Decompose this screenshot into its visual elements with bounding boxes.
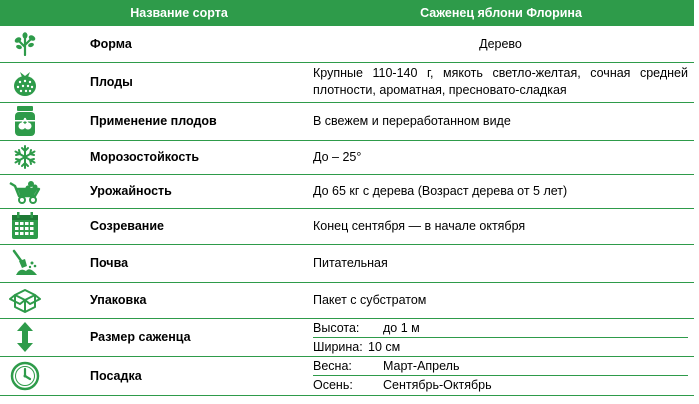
table-row (0, 62, 694, 102)
table-row (0, 140, 694, 174)
wheelbarrow-icon (9, 178, 41, 204)
table-row (0, 102, 694, 140)
clock-icon (10, 361, 40, 391)
tree-icon (11, 32, 39, 56)
header-value-column: Саженец яблони Флорина (308, 0, 694, 26)
icon-cell (0, 208, 50, 244)
calendar-icon (10, 212, 40, 240)
berry-icon (11, 67, 39, 97)
row-value-group (308, 356, 694, 395)
sub-key: Высота: (313, 320, 360, 335)
sub-row (313, 319, 688, 338)
jar-icon (12, 105, 38, 137)
sub-key: Весна: (313, 359, 352, 373)
table-header (0, 0, 694, 26)
snowflake-icon (12, 144, 38, 170)
row-value: До 65 кг с дерева (Возраст дерева от 5 лет) (308, 174, 694, 208)
row-label: Плоды (50, 62, 308, 102)
row-value: Пакет с субстратом (308, 282, 694, 318)
table-row (0, 318, 694, 356)
row-label: Почва (50, 244, 308, 282)
row-value: Дерево (308, 26, 694, 62)
row-label: Форма (50, 26, 308, 62)
row-label: Урожайность (50, 174, 308, 208)
row-label: Морозостойкость (50, 140, 308, 174)
row-value: В свежем и переработанном виде (308, 102, 694, 140)
table-row (0, 282, 694, 318)
icon-cell (0, 174, 50, 208)
sub-row (313, 338, 688, 356)
row-label: Применение плодов (50, 102, 308, 140)
icon-cell (0, 282, 50, 318)
sub-value: Март-Апрель (383, 359, 460, 373)
row-label: Посадка (50, 356, 308, 395)
table-row (0, 208, 694, 244)
row-label: Размер саженца (50, 318, 308, 356)
shovel-icon (10, 249, 40, 277)
row-value: До – 25° (308, 140, 694, 174)
sub-value: до 1 м (383, 320, 420, 335)
sub-key: Ширина: (313, 339, 363, 354)
table-row (0, 244, 694, 282)
icon-cell (0, 102, 50, 140)
sub-key: Осень: (313, 378, 353, 392)
table-row (0, 356, 694, 395)
row-value: Питательная (308, 244, 694, 282)
icon-cell (0, 140, 50, 174)
table-row (0, 26, 694, 62)
sub-row (313, 376, 688, 394)
icon-cell (0, 26, 50, 62)
table-row (0, 174, 694, 208)
icon-cell (0, 244, 50, 282)
row-value: Крупные 110-140 г, мякоть светло-желтая, сочная средней плотности, ароматная, пресновато-сладкая (308, 62, 694, 102)
row-label: Упаковка (50, 282, 308, 318)
icon-cell (0, 318, 50, 356)
header-name-column: Название сорта (50, 0, 308, 26)
box-icon (9, 286, 41, 314)
header-icon-cell (0, 0, 50, 26)
icon-cell (0, 356, 50, 395)
row-label: Созревание (50, 208, 308, 244)
row-value-group (308, 318, 694, 356)
vertical-arrows-icon (16, 321, 34, 353)
sub-row (313, 357, 688, 376)
sub-value: Сентябрь-Октябрь (383, 378, 492, 392)
icon-cell (0, 62, 50, 102)
row-value: Конец сентября — в начале октября (308, 208, 694, 244)
sub-value: 10 см (368, 339, 401, 354)
